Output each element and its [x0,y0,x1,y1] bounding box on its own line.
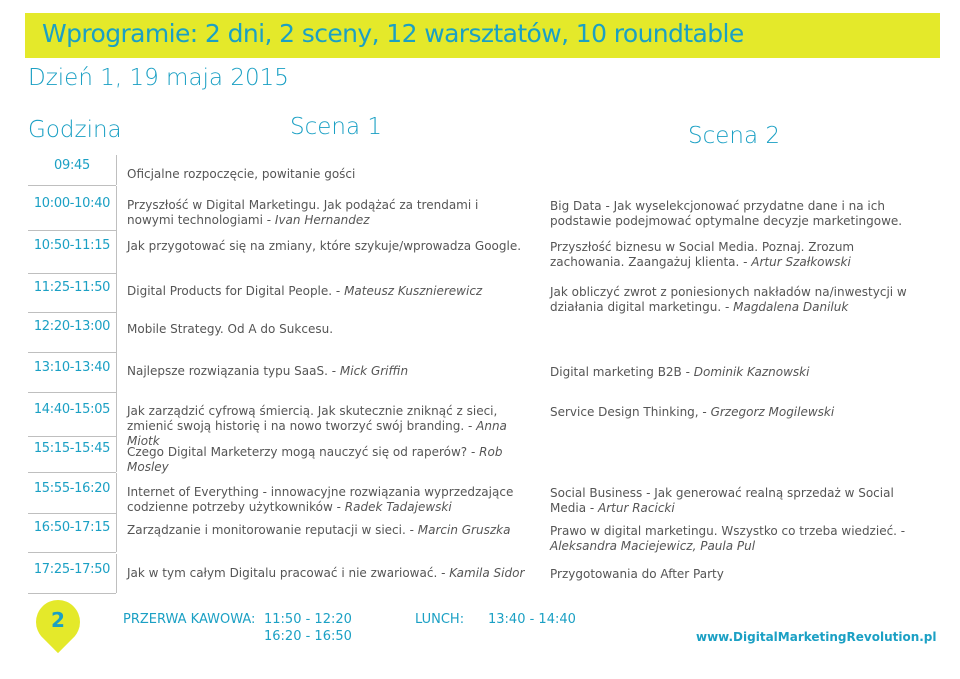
coffee-break-label: PRZERWA KAWOWA: [123,612,256,627]
scena1-session-speaker: Mick Griffin [339,364,409,378]
day-title: Dzień 1, 19 maja 2015 [28,65,289,91]
scena1-session-title: Czego Digital Marketerzy mogą nauczyć się od raperów? - [127,445,480,459]
scena2-session-title: Big Data - Jak wyselekcjonować przydatne dane i na ich podstawie podejmować optymalne decyzje marketingowe. [550,199,903,228]
scena2-session [550,486,930,516]
scena2-session-speaker: Artur Szałkowski [751,255,851,269]
scena1-session [127,167,527,182]
banner-title: Wprogramie: 2 dni, 2 sceny, 12 warsztatów, 10 roundtable [42,19,744,48]
column-header-scena1: Scena 1 [290,114,383,140]
row-time: 10:00-10:40 [33,196,111,211]
row-time: 11:25-11:50 [33,280,111,295]
scena1-session [127,485,527,515]
column-divider [116,473,117,513]
scena2-session-title: Przyszłość biznesu w Social Media. Poznaj. Zrozum zachowania. Zaangażuj klienta. - [550,240,855,269]
scena1-session-title: Jak przygotować się na zmiany, które szykuje/wprowadza Google. [127,239,522,253]
column-divider [116,554,117,593]
scena1-session-speaker: Radek Tadajewski [344,500,452,514]
row-divider [28,392,116,393]
scena1-session-title: Digital Products for Digital People. - [127,284,345,298]
scena2-session-title: Digital marketing B2B - [550,365,694,379]
scena1-session [127,198,527,228]
row-divider [28,230,116,231]
scena2-session [550,365,930,380]
scena2-session-title: Przygotowania do After Party [550,567,724,581]
column-divider [116,310,117,352]
column-divider [116,433,117,472]
scena1-session [127,523,527,538]
column-divider [116,272,117,312]
scena2-session-speaker: Artur Racicki [598,501,675,515]
scena2-session-title: Jak obliczyć zwrot z poniesionych nakładów na/inwestycji w działania digital marketingu. - [550,285,907,314]
row-time: 13:10-13:40 [33,360,111,375]
column-divider [116,392,117,436]
scena1-session [127,322,527,337]
scena1-session [127,239,527,254]
row-divider [28,436,116,437]
scena1-session-title: Jak w tym całym Digitalu pracować i nie zwariować. - [127,566,450,580]
column-divider [116,352,117,392]
scena1-session [127,445,527,475]
scena2-session [550,405,930,420]
scena2-session-title: Social Business - Jak generować realną sprzedaż w Social Media - [550,486,894,515]
column-header-time: Godzina [28,117,122,143]
scena2-session-speaker: Aleksandra Maciejewicz, Paula Pul [550,539,756,553]
row-divider [28,273,116,274]
row-time: 09:45 [54,158,90,173]
scena1-session-title: Oficjalne rozpoczęcie, powitanie gości [127,167,356,181]
scena1-session-speaker: Anna Miotk [127,419,507,448]
scena2-session-speaker: Dominik Kaznowski [693,365,810,379]
scena2-session-title: Service Design Thinking, - [550,405,711,419]
row-time: 16:50-17:15 [33,519,111,535]
scena1-session-speaker: Kamila Sidor [449,566,525,580]
column-divider [116,186,117,230]
row-time: 12:20-13:00 [33,319,111,334]
column-divider [116,155,117,185]
scena2-session [550,199,930,229]
scena1-session-speaker: Marcin Gruszka [417,523,511,537]
scena1-session [127,404,527,449]
row-time: 15:55-16:20 [33,481,111,496]
scena2-session-title: Prawo w digital marketingu. Wszystko co trzeba wiedzieć. - [550,524,906,538]
scena2-session [550,285,930,315]
scena2-session [550,567,930,582]
scena2-session-speaker: Grzegorz Mogilewski [710,405,835,419]
column-divider [116,511,117,552]
scena1-session-speaker: Rob Mosley [127,445,503,474]
column-header-scena2: Scena 2 [688,123,781,149]
scena1-session-title: Przyszłość w Digital Marketingu. Jak podążać za trendami i nowymi technologiami - [127,198,479,227]
row-time: 10:50-11:15 [33,238,111,253]
scena2-session [550,240,930,270]
scena1-session-speaker: Mateusz Kusznierewicz [344,284,483,298]
column-divider [116,227,117,273]
scena1-session [127,566,527,581]
row-divider [28,312,116,313]
row-time: 15:15-15:45 [33,440,111,456]
coffee-break-time-2: 16:20 - 16:50 [264,629,352,644]
row-divider [28,513,116,514]
row-time: 17:25-17:50 [33,561,111,577]
scena1-session-title: Zarządzanie i monitorowanie reputacji w sieci. - [127,523,418,537]
scena1-session-title: Jak zarządzić cyfrową śmiercią. Jak skutecznie zniknąć z sieci, zmienić swoją historię i na nowo tworzyć swój branding. - [127,404,498,433]
website-link[interactable]: www.DigitalMarketingRevolution.pl [696,630,937,644]
scena1-session-speaker: Ivan Hernandez [274,213,370,227]
row-divider [28,352,116,353]
row-time: 14:40-15:05 [33,402,111,417]
row-divider [28,552,116,553]
header-banner [25,13,940,58]
row-divider [28,593,116,594]
lunch-time: 13:40 - 14:40 [488,612,576,627]
scena1-session-title: Najlepsze rozwiązania typu SaaS. - [127,364,340,378]
scena2-session [550,524,930,554]
page-number: 2 [51,608,65,632]
scena1-session-title: Internet of Everything - innowacyjne rozwiązania wyprzedzające codzienne potrzeby użytkowników - [127,485,514,514]
row-divider [28,472,116,473]
scena2-session-speaker: Magdalena Daniluk [733,300,849,314]
lunch-label: LUNCH: [415,612,465,627]
coffee-break-time-1: 11:50 - 12:20 [264,612,352,627]
row-divider [28,185,116,186]
scena1-session [127,284,527,299]
scena1-session-title: Mobile Strategy. Od A do Sukcesu. [127,322,334,336]
scena1-session [127,364,527,379]
